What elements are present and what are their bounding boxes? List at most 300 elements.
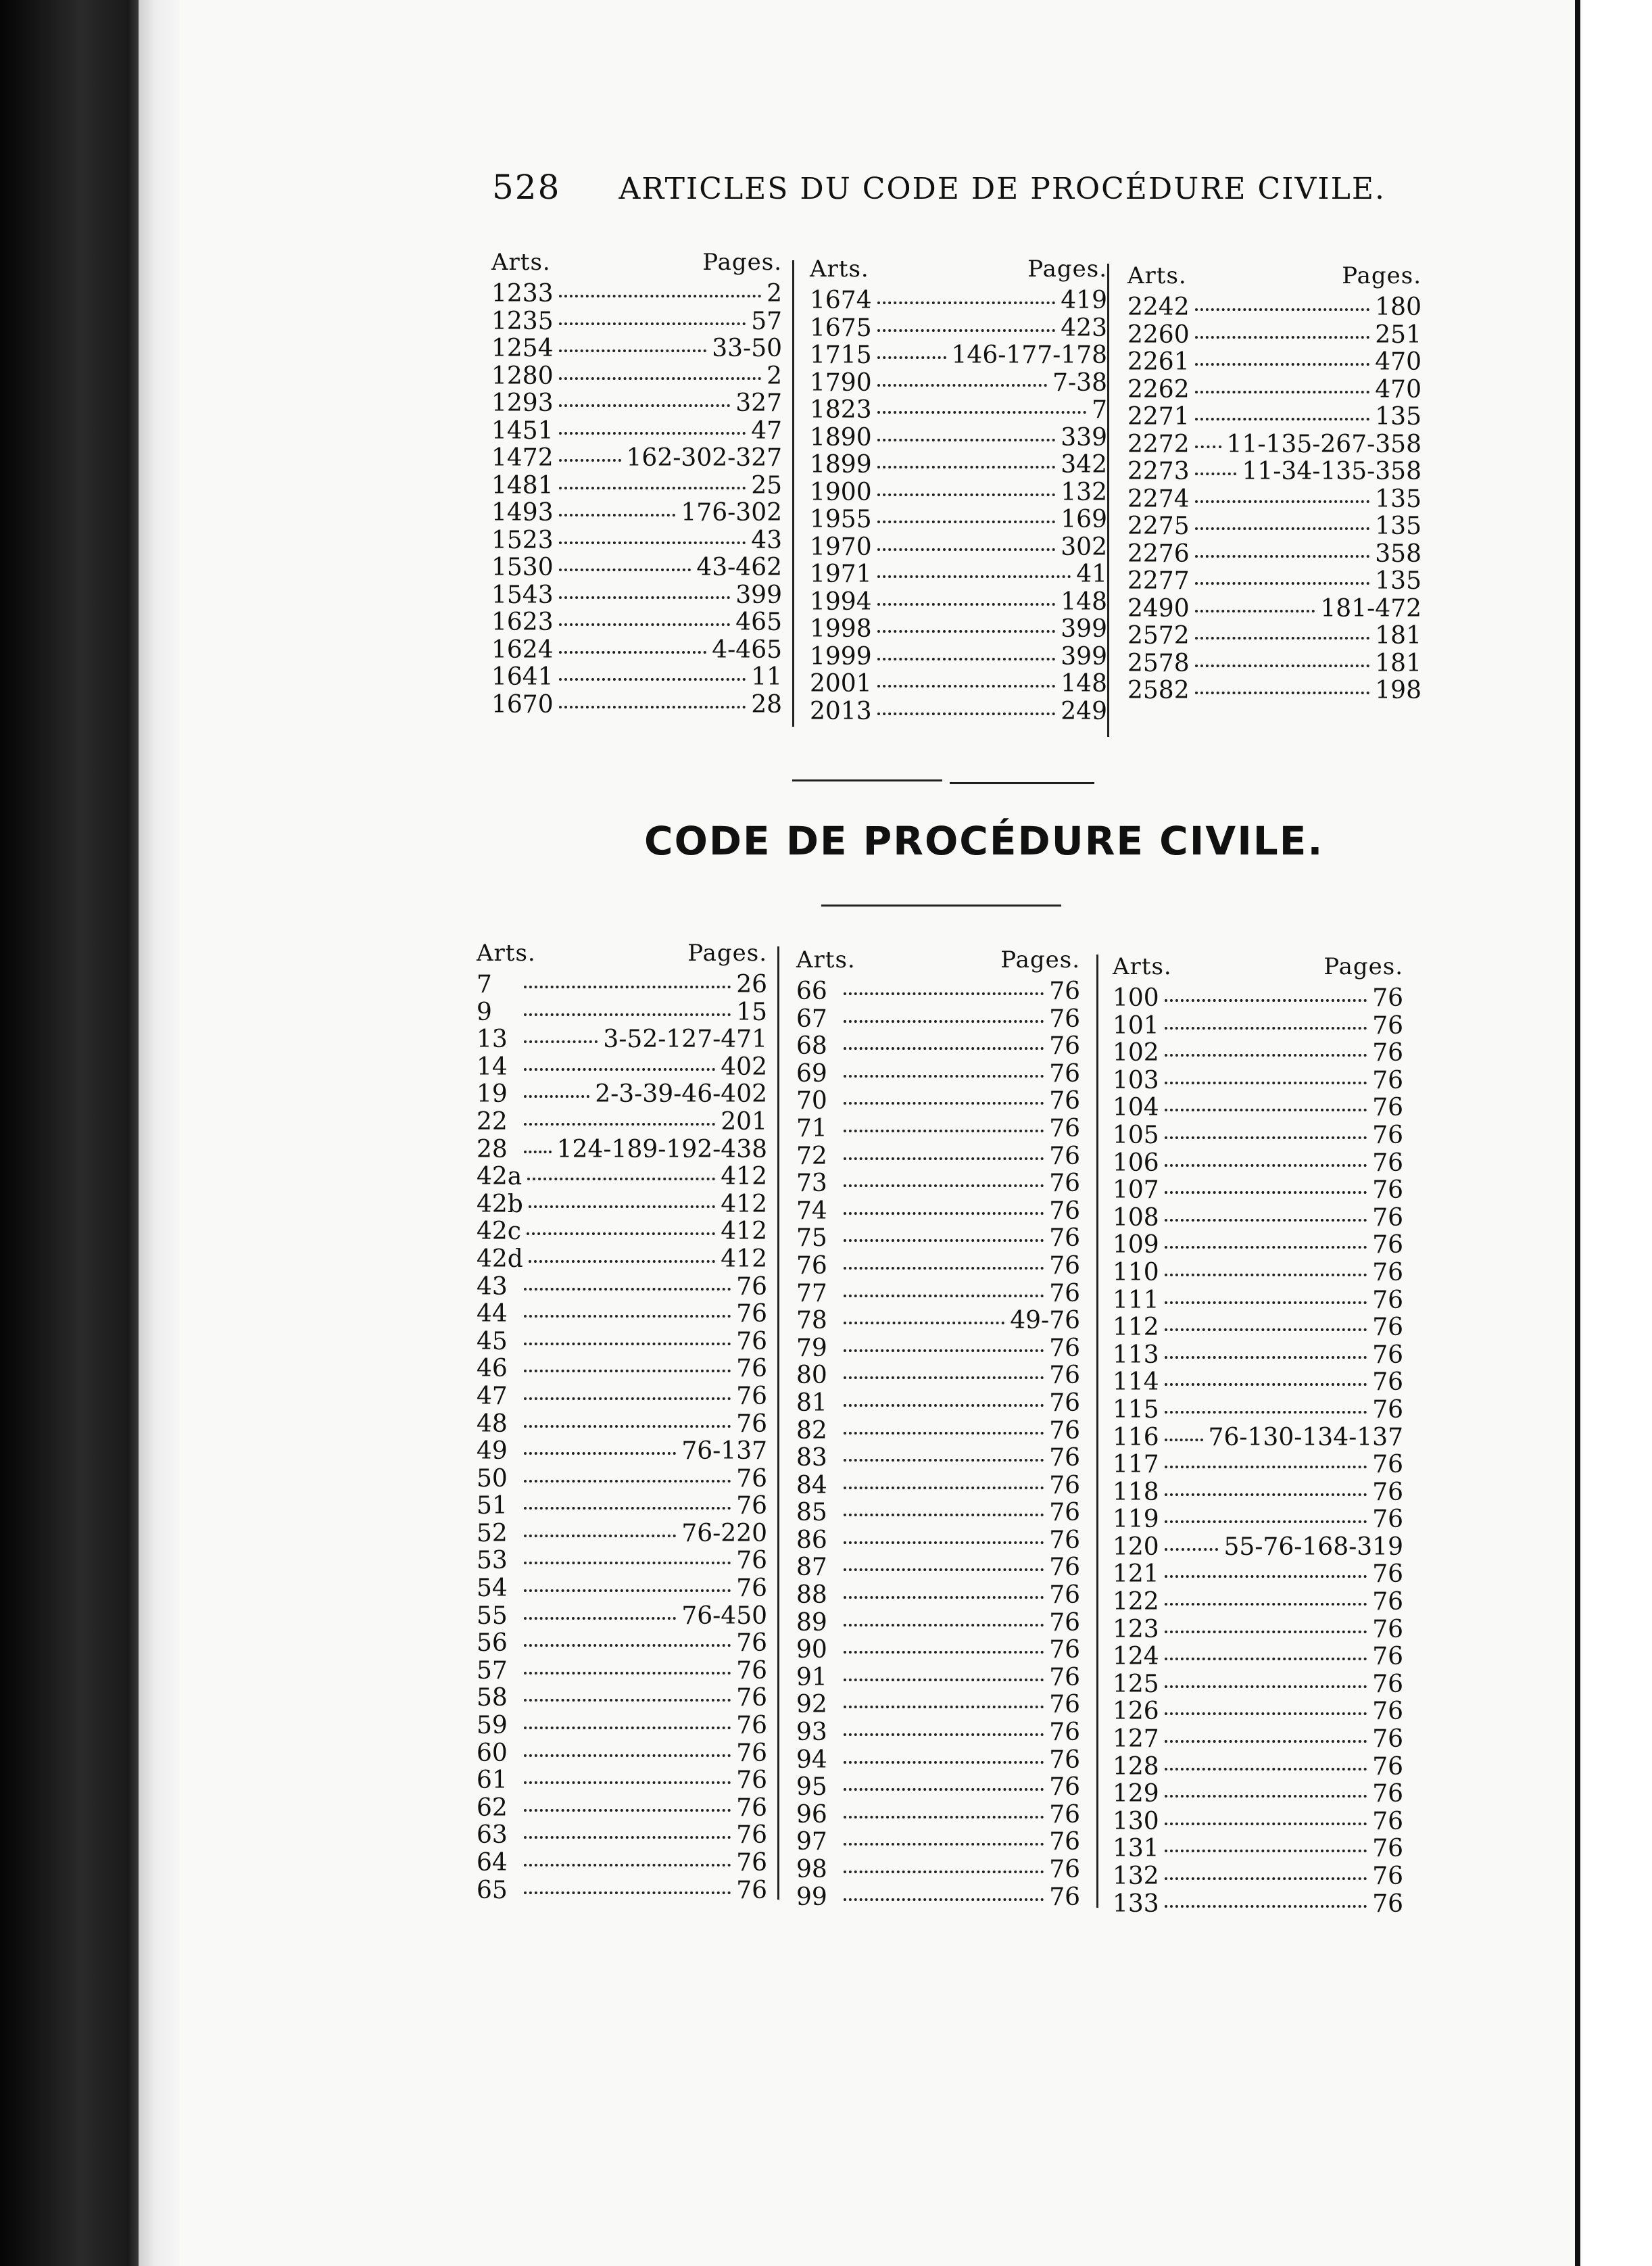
dot-leader (524, 1095, 589, 1098)
index-entry (796, 1499, 1080, 1526)
page-references: 76 (736, 1766, 767, 1795)
article-number: 115 (1113, 1395, 1159, 1424)
article-number: 95 (796, 1773, 827, 1802)
page-references: 76 (736, 1409, 767, 1438)
index-entry (491, 636, 782, 664)
index-entry (810, 588, 1107, 616)
article-number: 123 (1113, 1615, 1159, 1643)
section-title: CODE DE PROCÉDURE CIVILE. (644, 818, 1324, 864)
arts-heading: Arts. (477, 940, 536, 967)
page-references: 4-465 (712, 635, 782, 664)
dot-leader (844, 1349, 1044, 1352)
dot-leader (559, 596, 731, 599)
dot-leader (559, 651, 707, 654)
article-number: 1451 (491, 416, 554, 445)
page-references: 76 (1049, 1471, 1080, 1499)
index-entry (477, 1657, 767, 1685)
index-entry (796, 1115, 1080, 1142)
arts-heading: Arts. (796, 946, 856, 973)
index-entry (491, 663, 782, 691)
index-entry (796, 1609, 1080, 1637)
article-number: 42c (477, 1218, 521, 1246)
page-references: 76 (1049, 1800, 1080, 1829)
article-number: 1472 (491, 444, 554, 472)
article-number: 14 (477, 1053, 508, 1081)
dot-leader (524, 986, 731, 988)
index-entry (477, 1026, 767, 1053)
page-references: 76 (1372, 1039, 1403, 1067)
lower-column-divider (1096, 955, 1098, 1908)
index-entry (810, 670, 1107, 698)
dot-leader (524, 1480, 731, 1482)
page-references: 181 (1375, 649, 1422, 677)
article-number: 105 (1113, 1121, 1159, 1149)
dot-leader (844, 1295, 1044, 1297)
article-number: 66 (796, 978, 827, 1005)
article-number: 42d (477, 1245, 523, 1273)
page-references: 76 (1372, 1752, 1403, 1781)
page-references: 135 (1375, 567, 1422, 595)
dot-leader (1165, 1383, 1367, 1386)
page-references: 11-34-135-358 (1242, 458, 1422, 485)
page-references: 76 (1049, 1499, 1080, 1527)
running-header (492, 168, 1386, 207)
column-header (477, 940, 767, 971)
column-header (1127, 262, 1422, 293)
article-number: 67 (796, 1005, 827, 1033)
index-entry (1113, 1368, 1403, 1396)
index-entry (1113, 1670, 1403, 1698)
page-references: 43 (751, 526, 782, 554)
index-entry (810, 506, 1107, 533)
index-entry (1127, 485, 1422, 513)
article-number: 56 (477, 1629, 508, 1658)
dot-leader (877, 521, 1056, 523)
dot-leader (524, 1809, 731, 1812)
dot-leader (524, 1562, 731, 1564)
index-entry (477, 1520, 767, 1547)
index-entry (1127, 376, 1422, 404)
page-number: 528 (492, 168, 561, 207)
page-references: 412 (721, 1163, 767, 1191)
dot-leader (844, 1788, 1044, 1791)
page-references: 302 (1061, 533, 1107, 561)
page-references: 169 (1061, 506, 1107, 533)
dot-leader (559, 706, 746, 708)
page-references: 76 (1372, 1203, 1403, 1232)
dot-leader (844, 1733, 1044, 1736)
article-number: 1998 (810, 615, 872, 643)
dot-leader (844, 1432, 1044, 1435)
index-entry (477, 1245, 767, 1273)
article-number: 101 (1113, 1011, 1159, 1040)
page-references: 76 (1049, 1059, 1080, 1088)
page-references: 402 (721, 1053, 767, 1081)
page-references: 76 (736, 1656, 767, 1685)
dot-leader (1165, 1466, 1367, 1468)
article-number: 13 (477, 1026, 508, 1054)
index-entry (491, 362, 782, 390)
dot-leader (1195, 610, 1315, 612)
dot-leader (877, 384, 1047, 387)
index-entry (491, 389, 782, 417)
dot-leader (1165, 1274, 1367, 1276)
index-entry (796, 1361, 1080, 1389)
article-number: 1790 (810, 368, 872, 397)
column-header (796, 946, 1080, 978)
page-references: 76 (1372, 1588, 1403, 1616)
page-references: 28 (751, 690, 782, 719)
dot-leader (844, 1679, 1044, 1681)
index-entry (810, 615, 1107, 643)
dot-leader (524, 1535, 676, 1537)
dot-leader (1195, 692, 1370, 694)
index-entry (477, 1712, 767, 1739)
dot-leader (844, 1651, 1044, 1654)
article-number: 62 (477, 1793, 508, 1822)
index-entry (477, 1328, 767, 1355)
page-references: 76 (736, 1739, 767, 1767)
article-number: 118 (1113, 1478, 1159, 1506)
page-references: 201 (721, 1107, 767, 1136)
arts-heading: Arts. (1127, 262, 1187, 289)
dot-leader (1165, 1877, 1367, 1880)
dot-leader (1165, 1823, 1367, 1825)
index-entry (477, 1437, 767, 1465)
dot-leader (1165, 1191, 1367, 1194)
index-entry (1113, 1533, 1403, 1561)
article-number: 98 (796, 1856, 827, 1883)
dot-leader (844, 1487, 1044, 1489)
dot-leader (844, 1898, 1044, 1901)
index-entry (1113, 1808, 1403, 1835)
page-references: 15 (736, 998, 767, 1026)
article-number: 9 (477, 998, 492, 1026)
article-number: 58 (477, 1684, 508, 1712)
page-references: 33-50 (712, 335, 782, 362)
index-entry (810, 643, 1107, 671)
index-entry (1113, 1259, 1403, 1286)
article-number: 28 (477, 1135, 508, 1163)
page-references: 76 (1372, 1478, 1403, 1506)
index-entry (477, 1355, 767, 1382)
dot-leader (524, 1068, 715, 1071)
index-entry (477, 1602, 767, 1630)
index-entry (796, 1828, 1080, 1856)
article-number: 74 (796, 1197, 827, 1225)
index-entry (1127, 321, 1422, 349)
index-entry (810, 560, 1107, 588)
index-entry (477, 1629, 767, 1657)
index-entry (1113, 1890, 1403, 1918)
page-references: 76 (1372, 1286, 1403, 1314)
dot-leader (844, 1376, 1044, 1379)
article-number: 71 (796, 1114, 827, 1142)
article-number: 104 (1113, 1094, 1159, 1122)
page-references: 399 (1061, 642, 1107, 671)
article-number: 1999 (810, 642, 872, 671)
article-number: 77 (796, 1279, 827, 1307)
page-references: 76 (736, 1793, 767, 1822)
index-entry (477, 971, 767, 998)
page-references: 76 (1049, 1581, 1080, 1610)
dot-leader (524, 1397, 731, 1400)
index-entry (1113, 1643, 1403, 1670)
dot-leader (844, 1706, 1044, 1708)
arts-heading: Arts. (491, 249, 551, 276)
index-entry (1113, 1725, 1403, 1753)
dot-leader (877, 685, 1056, 688)
page-references: 76 (1372, 1862, 1403, 1890)
dot-leader (524, 1754, 731, 1757)
article-number: 87 (796, 1553, 827, 1582)
article-number: 1493 (491, 499, 554, 527)
dot-leader (524, 1644, 731, 1647)
dot-leader (529, 1205, 715, 1208)
article-number: 100 (1113, 984, 1159, 1012)
index-entry (1113, 1039, 1403, 1067)
index-entry (477, 1273, 767, 1301)
index-entry (796, 1801, 1080, 1829)
index-entry (1113, 1505, 1403, 1533)
page-gutter-shadow (139, 0, 179, 2266)
dot-leader (1195, 637, 1370, 640)
index-entry (796, 1417, 1080, 1445)
index-entry (810, 396, 1107, 424)
page-references: 162-302-327 (626, 444, 782, 472)
index-entry (796, 1472, 1080, 1499)
dot-leader (844, 1075, 1044, 1078)
arts-heading: Arts. (810, 256, 869, 283)
page-references: 76 (736, 1547, 767, 1575)
page-references: 76 (1372, 1807, 1403, 1835)
index-entry (477, 1574, 767, 1602)
dot-leader (844, 1157, 1044, 1160)
index-entry (796, 1664, 1080, 1691)
dot-leader (529, 1260, 715, 1263)
article-number: 94 (796, 1745, 827, 1774)
dot-leader (877, 658, 1056, 660)
index-entry (1127, 293, 1422, 321)
dot-leader (844, 1568, 1044, 1571)
index-entry (1113, 1094, 1403, 1122)
dot-leader (1165, 1136, 1367, 1139)
article-number: 1523 (491, 526, 554, 554)
article-number: 111 (1113, 1286, 1159, 1314)
page-references: 76 (1049, 1718, 1080, 1747)
upper-column-divider (1107, 264, 1109, 737)
article-number: 45 (477, 1327, 508, 1355)
index-entry (1113, 1122, 1403, 1149)
index-entry (1113, 1616, 1403, 1643)
dot-leader (1195, 665, 1370, 667)
dot-leader (1165, 1658, 1367, 1660)
index-entry (491, 581, 782, 609)
index-entry (1127, 650, 1422, 677)
index-entry (477, 1684, 767, 1712)
index-entry (1127, 540, 1422, 568)
index-entry (477, 1410, 767, 1438)
article-number: 70 (796, 1087, 827, 1115)
page-references: 198 (1375, 677, 1422, 704)
index-entry (491, 527, 782, 554)
article-number: 1293 (491, 389, 554, 417)
index-entry (477, 1766, 767, 1794)
article-number: 47 (477, 1382, 508, 1410)
page-references: 76 (1049, 1828, 1080, 1856)
page-references: 76 (1372, 1505, 1403, 1534)
index-entry (796, 1856, 1080, 1883)
article-number: 7 (477, 971, 492, 998)
page-references: 76 (1049, 1032, 1080, 1061)
article-number: 1899 (810, 451, 872, 479)
page-references: 76 (1372, 1368, 1403, 1397)
index-entry (491, 608, 782, 636)
article-number: 1674 (810, 287, 872, 314)
index-entry (796, 1581, 1080, 1609)
dot-leader (877, 329, 1056, 332)
article-number: 1624 (491, 635, 554, 664)
dot-leader (1165, 1246, 1367, 1249)
index-entry (477, 1877, 767, 1904)
dot-leader (1195, 500, 1370, 503)
article-number: 97 (796, 1828, 827, 1856)
index-entry (1127, 348, 1422, 376)
article-number: 2275 (1127, 512, 1190, 540)
index-entry (477, 1053, 767, 1081)
dot-leader (844, 1596, 1044, 1599)
page-references: 76 (1372, 1835, 1403, 1863)
dot-leader (559, 514, 676, 516)
index-entry (796, 1087, 1080, 1115)
article-number: 22 (477, 1107, 508, 1136)
index-entry (1127, 431, 1422, 458)
article-number: 114 (1113, 1368, 1159, 1397)
upper-column-divider (792, 260, 794, 727)
index-entry (477, 1080, 767, 1108)
page-references: 76 (736, 1574, 767, 1603)
dot-leader (844, 1761, 1044, 1764)
page-references: 2 (767, 280, 782, 308)
book-binding-edge (0, 0, 139, 2266)
article-number: 2001 (810, 670, 872, 698)
page-references: 3-52-127-471 (603, 1026, 767, 1054)
article-number: 76 (796, 1251, 827, 1280)
article-number: 88 (796, 1581, 827, 1610)
article-number: 2261 (1127, 348, 1190, 376)
index-entry (477, 998, 767, 1026)
article-number: 96 (796, 1800, 827, 1829)
page-references: 132 (1061, 478, 1107, 506)
article-number: 2271 (1127, 403, 1190, 431)
index-entry (796, 1444, 1080, 1472)
page-references: 57 (751, 307, 782, 335)
dot-leader (524, 1370, 731, 1372)
index-entry (796, 1746, 1080, 1774)
page-references: 76 (736, 1492, 767, 1520)
index-entry (1127, 595, 1422, 623)
article-number: 121 (1113, 1560, 1159, 1589)
dot-leader (559, 487, 746, 489)
page-references: 339 (1061, 423, 1107, 452)
page-references: 76 (736, 1355, 767, 1383)
dot-leader (1165, 1164, 1367, 1167)
dot-leader (1165, 1328, 1367, 1331)
dot-leader (559, 678, 746, 681)
page-references: 76 (1372, 1121, 1403, 1149)
page-references: 76 (736, 1327, 767, 1355)
index-entry (491, 335, 782, 362)
dot-leader (844, 1267, 1044, 1270)
index-entry (796, 1718, 1080, 1746)
article-number: 69 (796, 1059, 827, 1088)
dot-leader (524, 1040, 598, 1043)
page-references: 2 (767, 362, 782, 390)
article-number: 57 (477, 1656, 508, 1685)
dot-leader (1165, 1712, 1367, 1715)
dot-leader (527, 1178, 715, 1180)
pages-heading: Pages. (687, 940, 767, 967)
page-references: 7 (1092, 396, 1107, 424)
dot-leader (844, 1624, 1044, 1626)
article-number: 89 (796, 1608, 827, 1637)
dot-leader (844, 1871, 1044, 1873)
index-entry (796, 1636, 1080, 1664)
dot-leader (524, 1891, 731, 1894)
index-entry (1113, 1697, 1403, 1725)
index-entry (1113, 1176, 1403, 1204)
page-references: 76 (736, 1821, 767, 1850)
page-references: 25 (751, 471, 782, 500)
dot-leader (844, 1514, 1044, 1516)
dot-leader (1165, 1411, 1367, 1414)
article-number: 1530 (491, 554, 554, 581)
article-number: 113 (1113, 1341, 1159, 1369)
dot-leader (524, 1507, 731, 1510)
article-number: 116 (1113, 1423, 1159, 1451)
article-number: 1715 (810, 341, 872, 369)
dot-leader (1165, 1905, 1367, 1908)
index-entry (1113, 1231, 1403, 1259)
index-entry (1113, 1862, 1403, 1890)
dot-leader (1165, 1768, 1367, 1770)
index-entry (810, 424, 1107, 452)
dot-leader (559, 432, 746, 435)
article-number: 2277 (1127, 567, 1190, 595)
upper-column-1 (491, 249, 782, 718)
index-entry (1113, 1286, 1403, 1314)
index-entry (491, 554, 782, 581)
article-number: 42b (477, 1190, 523, 1218)
article-number: 1641 (491, 663, 554, 691)
article-number: 46 (477, 1355, 508, 1383)
index-entry (477, 1849, 767, 1877)
index-entry (810, 341, 1107, 369)
page-references: 76 (736, 1876, 767, 1904)
pages-heading: Pages. (1342, 262, 1422, 289)
page-references: 76 (1372, 1615, 1403, 1643)
dot-leader (524, 1288, 731, 1291)
page-references: 342 (1061, 451, 1107, 479)
article-number: 120 (1113, 1533, 1159, 1561)
page-references: 470 (1375, 348, 1422, 376)
article-number: 82 (796, 1416, 827, 1445)
dot-leader (524, 1343, 731, 1345)
article-number: 1623 (491, 608, 554, 636)
page-references: 76 (1049, 1279, 1080, 1307)
arts-heading: Arts. (1113, 953, 1172, 980)
index-entry (796, 1170, 1080, 1197)
